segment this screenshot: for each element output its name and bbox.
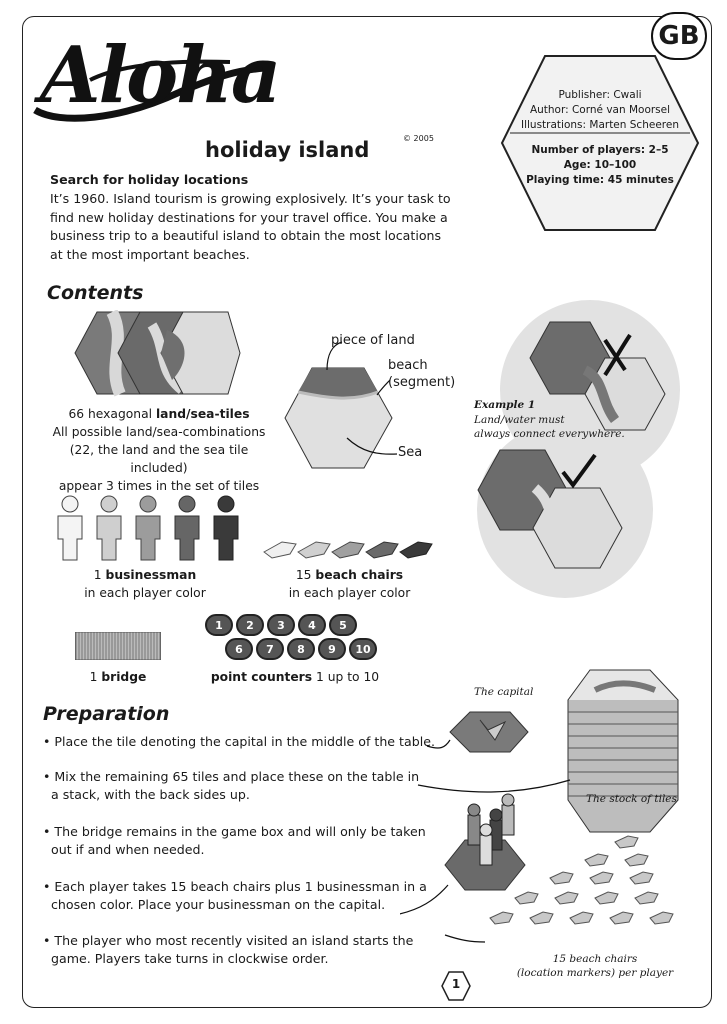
businessman-count: 1 <box>93 568 106 582</box>
intro-line: business trip to a beautiful island to obtain the most locations <box>50 228 442 243</box>
businessman-icon <box>97 496 121 560</box>
intro-heading: Search for holiday locations <box>50 172 249 187</box>
point-counter: 2 <box>236 614 264 636</box>
credit-time: Playing time: 45 minutes <box>526 174 674 186</box>
prep-bullet-1 <box>43 733 435 751</box>
point-counter: 10 <box>349 638 377 660</box>
point-counter: 4 <box>298 614 326 636</box>
bridge-caption <box>75 668 161 686</box>
point-counter: 5 <box>329 614 357 636</box>
chairs-label-1: 15 beach chairs <box>552 953 638 965</box>
tiles-count: 66 hexagonal <box>68 407 156 421</box>
businessmen-icons <box>55 494 240 564</box>
example-line2: always connect everywhere. <box>474 428 625 440</box>
tiles-caption-line4: appear 3 times in the set of tiles <box>58 479 260 493</box>
point-counter: 8 <box>287 638 315 660</box>
beach-chairs-caption-line1 <box>262 566 437 584</box>
point-counters-range: 1 up to 10 <box>312 670 380 684</box>
prep-line: a stack, with the back sides up. <box>43 787 250 802</box>
page-number: 1 <box>451 977 461 991</box>
stock-label: The stock of tiles <box>586 793 677 805</box>
intro-line: It’s 1960. Island tourism is growing explosively. It’s your task to <box>50 191 451 206</box>
intro-line: at the most important beaches. <box>50 246 250 262</box>
point-counter: 7 <box>256 638 284 660</box>
intro-line: find new holiday destinations for your travel office. You make a <box>50 209 448 225</box>
businessman-caption-line1 <box>60 566 230 584</box>
credit-illustrations: Illustrations: Marten Scheeren <box>521 119 679 131</box>
tile-stack <box>568 670 678 832</box>
tiles-illustration <box>72 310 242 400</box>
businessman-icon <box>175 496 199 560</box>
prep-line: • Place the tile denoting the capital in the middle of the table. <box>43 734 435 749</box>
prep-line: • The bridge remains in the game box and will only be taken <box>43 824 426 839</box>
tiles-caption <box>44 405 274 495</box>
beach-chairs-name: beach chairs <box>315 568 404 582</box>
prep-bullet-4 <box>43 878 427 914</box>
chairs-label-2: (location markers) per player <box>516 967 674 979</box>
label-sea: Sea <box>398 445 423 460</box>
tiles-name: land/sea-tiles <box>155 407 250 421</box>
preparation-heading: Preparation <box>43 703 170 725</box>
label-beach-segment: (segment) <box>388 375 456 390</box>
point-counter: 6 <box>225 638 253 660</box>
businessman-icon <box>136 496 160 560</box>
intro-text <box>50 190 451 264</box>
prep-line: • Mix the remaining 65 tiles and place these on the table in <box>43 769 420 784</box>
beach-chairs-count: 15 <box>295 568 316 582</box>
credit-publisher: Publisher: Cwali <box>558 89 642 101</box>
credit-author: Author: Corné van Moorsel <box>529 104 671 116</box>
prep-line: • Each player takes 15 beach chairs plus 1 businessman in a <box>43 879 427 894</box>
preparation-illustrations <box>400 660 700 980</box>
tiles-caption-line3: (22, the land and the sea tile included) <box>69 443 249 475</box>
point-counter: 3 <box>267 614 295 636</box>
example-title: Example 1 <box>474 399 536 411</box>
beach-chairs-caption <box>262 566 437 602</box>
credit-age: Age: 10–100 <box>563 159 637 171</box>
game-subtitle: holiday island <box>205 138 370 162</box>
copyright: © 2005 <box>403 134 434 143</box>
credit-players: Number of players: 2–5 <box>531 144 669 156</box>
prep-line: chosen color. Place your businessman on the capital. <box>43 897 386 912</box>
prep-bullet-2 <box>43 768 419 804</box>
label-beach: beach <box>388 358 428 373</box>
chair-grid <box>490 836 673 924</box>
prep-bullet-3 <box>43 823 426 859</box>
prep-line: game. Players take turns in clockwise order. <box>43 951 329 966</box>
tiles-caption-line1 <box>44 405 274 423</box>
point-counters-name: point counters <box>210 670 313 684</box>
businessman-icon <box>214 496 238 560</box>
example-line1: Land/water must <box>474 414 565 426</box>
tiles-caption-line2: All possible land/sea-combinations <box>52 425 266 439</box>
example-circles <box>455 300 715 600</box>
prep-bullet-5 <box>43 932 413 968</box>
point-counter: 9 <box>318 638 346 660</box>
point-counters-caption <box>205 668 385 686</box>
prep-line: • The player who most recently visited an island starts the <box>43 933 414 948</box>
businessman-icon <box>58 496 82 560</box>
businessman-caption-line2: in each player color <box>84 586 206 600</box>
country-code: GB <box>658 21 700 51</box>
capital-label: The capital <box>474 686 534 698</box>
businessman-caption <box>60 566 230 602</box>
bridge-count: 1 <box>89 670 102 684</box>
bridge-icon <box>75 632 161 660</box>
contents-heading: Contents <box>47 282 144 304</box>
beach-chairs-icons <box>262 530 437 565</box>
label-piece-of-land: piece of land <box>331 333 415 348</box>
bridge-name: bridge <box>101 670 147 684</box>
game-title: Aloha <box>40 30 280 121</box>
beach-chairs-caption-line2: in each player color <box>288 586 411 600</box>
point-counters <box>203 614 383 664</box>
businessman-name: businessman <box>105 568 197 582</box>
prep-line: out if and when needed. <box>43 842 205 857</box>
point-counter: 1 <box>205 614 233 636</box>
